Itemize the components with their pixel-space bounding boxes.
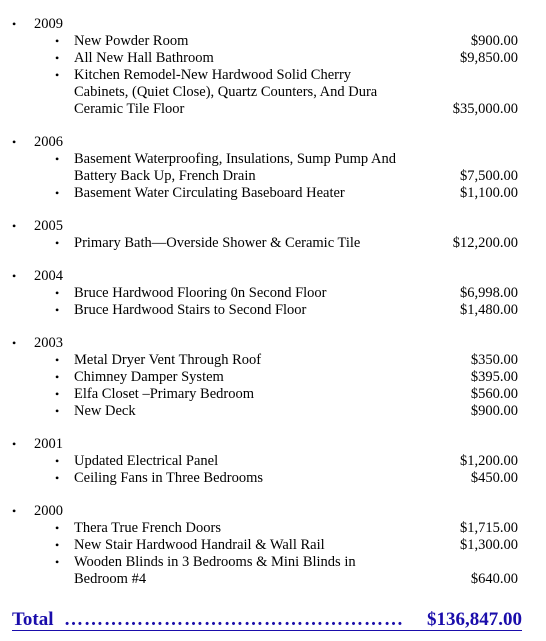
list-item xyxy=(0,302,546,319)
bullet-icon: • xyxy=(55,454,60,468)
year-group xyxy=(0,134,546,202)
total-label: Total xyxy=(12,609,54,630)
bullet-icon: • xyxy=(55,186,60,200)
year-list xyxy=(0,16,546,604)
item-price: $450.00 xyxy=(470,470,518,486)
item-price: $1,300.00 xyxy=(460,537,518,553)
item-description: New Stair Hardwood Handrail & Wall Rail xyxy=(74,537,325,553)
list-item xyxy=(0,554,546,588)
item-price: $1,100.00 xyxy=(460,185,518,201)
item-price: $395.00 xyxy=(470,369,518,385)
item-price: $1,715.00 xyxy=(460,520,518,536)
total-row xyxy=(12,607,522,633)
bullet-icon: • xyxy=(12,504,17,518)
list-item xyxy=(0,151,546,185)
bullet-icon: • xyxy=(55,68,60,82)
item-price: $35,000.00 xyxy=(452,101,518,117)
list-item xyxy=(0,235,546,252)
item-description: Bruce Hardwood Stairs to Second Floor xyxy=(74,302,307,318)
bullet-icon: • xyxy=(12,219,17,233)
bullet-icon: • xyxy=(55,404,60,418)
total-leader-dots: …………………………………………… xyxy=(64,609,404,630)
item-description: New Deck xyxy=(74,403,136,419)
item-description: Wooden Blinds in 3 Bedrooms & Mini Blinds in Bedroom #4 xyxy=(74,554,356,587)
year-heading xyxy=(0,218,546,235)
list-item xyxy=(0,50,546,67)
bullet-icon: • xyxy=(55,370,60,384)
year-group xyxy=(0,436,546,487)
item-price: $900.00 xyxy=(470,33,518,49)
item-description: Metal Dryer Vent Through Roof xyxy=(74,352,262,368)
bullet-icon: • xyxy=(12,135,17,149)
item-price: $1,480.00 xyxy=(460,302,518,318)
list-item xyxy=(0,33,546,50)
bullet-icon: • xyxy=(55,286,60,300)
bullet-icon: • xyxy=(55,353,60,367)
item-price: $1,200.00 xyxy=(460,453,518,469)
item-price: $900.00 xyxy=(470,403,518,419)
bullet-icon: • xyxy=(55,538,60,552)
bullet-icon: • xyxy=(55,51,60,65)
bullet-icon: • xyxy=(55,387,60,401)
year-group xyxy=(0,268,546,319)
bullet-icon: • xyxy=(55,521,60,535)
item-description: Chimney Damper System xyxy=(74,369,224,385)
item-list xyxy=(0,285,546,319)
year-label: 2004 xyxy=(34,268,63,284)
year-group xyxy=(0,503,546,588)
list-item xyxy=(0,470,546,487)
total-underline xyxy=(12,630,522,631)
list-item xyxy=(0,369,546,386)
item-list xyxy=(0,151,546,202)
item-list xyxy=(0,235,546,252)
list-item xyxy=(0,67,546,118)
list-item xyxy=(0,537,546,554)
bullet-icon: • xyxy=(55,555,60,569)
year-group xyxy=(0,218,546,252)
item-description: All New Hall Bathroom xyxy=(74,50,214,66)
year-heading xyxy=(0,335,546,352)
list-item xyxy=(0,285,546,302)
bullet-icon: • xyxy=(55,303,60,317)
item-list xyxy=(0,352,546,420)
item-price: $6,998.00 xyxy=(460,285,518,301)
list-item xyxy=(0,453,546,470)
bullet-icon: • xyxy=(12,437,17,451)
item-price: $7,500.00 xyxy=(460,168,518,184)
year-label: 2006 xyxy=(34,134,63,150)
total-value: $136,847.00 xyxy=(427,609,522,630)
bullet-icon: • xyxy=(55,236,60,250)
bullet-icon: • xyxy=(55,471,60,485)
bullet-icon: • xyxy=(55,152,60,166)
year-heading xyxy=(0,503,546,520)
year-label: 2005 xyxy=(34,218,63,234)
item-price: $12,200.00 xyxy=(452,235,518,251)
item-price: $560.00 xyxy=(470,386,518,402)
item-list xyxy=(0,453,546,487)
year-label: 2009 xyxy=(34,16,63,32)
year-group xyxy=(0,335,546,420)
bullet-icon: • xyxy=(55,34,60,48)
year-heading xyxy=(0,134,546,151)
item-description: Elfa Closet –Primary Bedroom xyxy=(74,386,255,402)
year-heading xyxy=(0,268,546,285)
item-description: Ceiling Fans in Three Bedrooms xyxy=(74,470,264,486)
item-description: Basement Waterproofing, Insulations, Sump Pump And Battery Back Up, French Drain xyxy=(74,151,396,184)
item-description: New Powder Room xyxy=(74,33,189,49)
item-description: Thera True French Doors xyxy=(74,520,221,536)
item-price: $640.00 xyxy=(470,571,518,587)
list-item xyxy=(0,185,546,202)
list-item xyxy=(0,520,546,537)
item-description: Primary Bath—Overside Shower & Ceramic Tile xyxy=(74,235,361,251)
list-item xyxy=(0,403,546,420)
bullet-icon: • xyxy=(12,269,17,283)
item-description: Kitchen Remodel-New Hardwood Solid Cherry Cabinets, (Quiet Close), Quartz Counters, And Dura Ceramic Tile Floor xyxy=(74,67,378,117)
item-description: Bruce Hardwood Flooring 0n Second Floor xyxy=(74,285,327,301)
item-description: Basement Water Circulating Baseboard Heater xyxy=(74,185,345,201)
bullet-icon: • xyxy=(12,336,17,350)
year-label: 2003 xyxy=(34,335,63,351)
item-list xyxy=(0,33,546,118)
year-label: 2001 xyxy=(34,436,63,452)
list-item xyxy=(0,352,546,369)
year-group xyxy=(0,16,546,118)
year-label: 2000 xyxy=(34,503,63,519)
year-heading xyxy=(0,436,546,453)
list-item xyxy=(0,386,546,403)
item-price: $9,850.00 xyxy=(460,50,518,66)
item-description: Updated Electrical Panel xyxy=(74,453,219,469)
bullet-icon: • xyxy=(12,17,17,31)
item-list xyxy=(0,520,546,588)
item-price: $350.00 xyxy=(470,352,518,368)
year-heading xyxy=(0,16,546,33)
